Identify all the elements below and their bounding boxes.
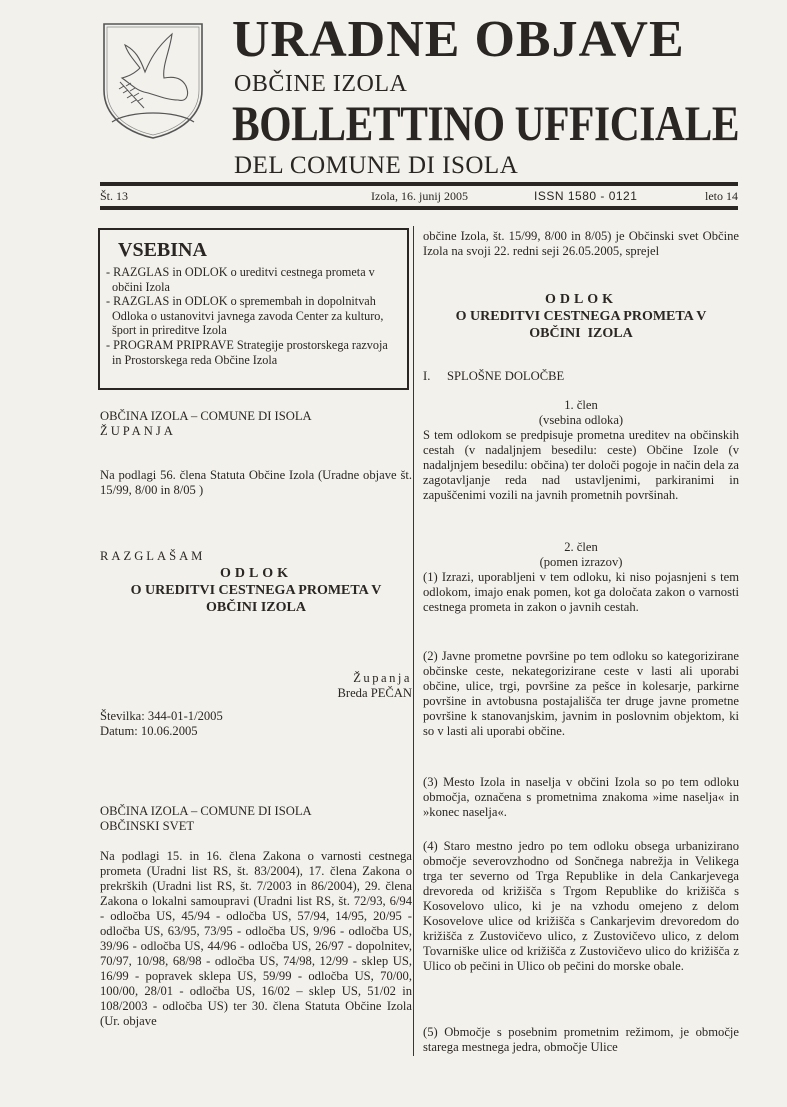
article-number: 1. člen bbox=[564, 398, 598, 412]
paragraph-1: (1) Izrazi, uporabljeni v tem odloku, ki niso pojasnjeni s tem odlokom, imajo enak pomen, kot ga določata zakon o varnosti cestnega prometa in zakon o javnih cestah. bbox=[423, 570, 739, 614]
chapter-number: I. bbox=[423, 369, 431, 383]
signature-name: Breda PEČAN bbox=[337, 686, 412, 700]
decree-line-2: OBČINI IZOLA bbox=[206, 600, 306, 615]
decree-word: ODLOK bbox=[219, 566, 293, 581]
legal-basis-1: Na podlagi 56. člena Statuta Občine Izola (Uradne objave št. 15/99, 8/00 in 8/05 ) bbox=[100, 468, 412, 497]
issue-number: Št. 13 bbox=[100, 189, 129, 203]
toc-title: VSEBINA bbox=[118, 239, 207, 261]
year-volume: leto 14 bbox=[705, 189, 738, 203]
issn: ISSN 1580 - 0121 bbox=[534, 189, 638, 203]
article-number: 2. člen bbox=[564, 540, 598, 554]
toc-item[interactable]: - PROGRAM PRIPRAVE Strategije prostorskega razvoja bbox=[106, 337, 388, 352]
decree-line-1: O UREDITVI CESTNEGA PROMETA V bbox=[130, 583, 382, 598]
table-of-contents bbox=[98, 228, 409, 390]
proclaim-heading: RAZGLAŠAM bbox=[100, 549, 206, 563]
title-italian: BOLLETTINO UFFICIALE bbox=[232, 95, 740, 151]
chapter-title: SPLOŠNE DOLOČBE bbox=[447, 369, 565, 383]
place-date: Izola, 16. junij 2005 bbox=[371, 189, 468, 203]
decree-title-left bbox=[100, 565, 412, 616]
org-name: OBČINA IZOLA – COMUNE DI ISOLA bbox=[100, 804, 312, 818]
toc-item[interactable]: šport in prireditve Izola bbox=[112, 323, 227, 338]
decree-line-2: OBČINI IZOLA bbox=[529, 326, 633, 341]
signature-role: Županja bbox=[353, 671, 412, 685]
subtitle-italian: DEL COMUNE DI ISOLA bbox=[234, 152, 519, 179]
decree-title-right bbox=[423, 291, 739, 342]
reference-block bbox=[100, 709, 412, 739]
org-heading-1 bbox=[100, 409, 412, 439]
reference-number: Številka: 344-01-1/2005 bbox=[100, 709, 223, 723]
reference-date: Datum: 10.06.2005 bbox=[100, 724, 198, 738]
article-2 bbox=[423, 540, 739, 615]
chapter-heading bbox=[423, 369, 739, 384]
masthead bbox=[0, 0, 787, 215]
signature-block bbox=[100, 671, 412, 701]
column-divider bbox=[413, 226, 414, 1056]
article-text: S tem odlokom se predpisuje prometna ureditev na občinskih cestah (v nadaljnjem besedilu: ceste) Občine Izole (v nadaljnjem besedilu: občina) ter določi pogoje in način dela za zagotavljanje reda nad ustavljenimi, parkiranimi in zapuščenimi vozili na javnih prometnih površinah. bbox=[423, 428, 739, 502]
header-rule-top bbox=[100, 182, 738, 186]
decree-word: ODLOK bbox=[544, 292, 618, 307]
toc-item[interactable]: - RAZGLAS in ODLOK o ureditvi cestnega prometa v bbox=[106, 265, 375, 279]
toc-item[interactable]: občini Izola bbox=[112, 279, 170, 294]
dept-name: OBČINSKI SVET bbox=[100, 819, 195, 833]
org-heading-2 bbox=[100, 804, 412, 834]
paragraph-5: (5) Območje s posebnim prometnim režimom, je območje starega mestnega jedra, območje Ulice bbox=[423, 1025, 739, 1054]
legal-basis-continued: občine Izola, št. 15/99, 8/00 in 8/05) je Občinski svet Občine Izola na svoji 22. redni seji 26.05.2005, sprejel bbox=[423, 229, 739, 258]
article-1 bbox=[423, 398, 739, 503]
title-slovene: URADNE OBJAVE bbox=[232, 11, 685, 68]
paragraph-3: (3) Mesto Izola in naselja v občini Izola so po tem odloku območja, označena s prometnima znakoma »ime naselja« in »konec naselja«. bbox=[423, 775, 739, 819]
paragraph-4: (4) Staro mestno jedro po tem odloku obsega urbanizirano območje severovzhodno od Sončnega nabrežja in Velikega trga ter severno od Trga Republike in dela Cankarjevega drevoreda od križišča s Trgom Republike do križišča s Kosovelovo ulico, ki je na vzhodu omejeno z delom Kosovelove ulice od križišča s Cankarjevim drevoredom do križišča z Zustovičevo ulico, z Zustovičevo ulico, z delom Tovarniške ulice od križišča z Zustovičevo ulico do križišča z Ulico ob pečini in Ulico ob pečini do morske obale. bbox=[423, 839, 739, 973]
paragraph-2: (2) Javne prometne površine po tem odloku so kategorizirane občinske ceste, nekategorizirane ceste v lasti ali uporabi občine, ulice, trgi, površine za pešce in kolesarje, parkirne površine in avtobusna postajališča ter druge javne prometne površine k stanovanjskim, javnim in poslovnim objektom, ki so v lasti ali uporabi občine. bbox=[423, 649, 739, 738]
decree-line-1: O UREDITVI CESTNEGA PROMETA V bbox=[455, 309, 707, 324]
article-title: (vsebina odloka) bbox=[538, 413, 624, 427]
toc-item[interactable]: Odloka o ustanovitvi javnega zavoda Center za kulturo, bbox=[112, 308, 384, 323]
dove-crest-icon bbox=[100, 20, 206, 140]
legal-basis-2: Na podlagi 15. in 16. člena Zakona o varnosti cestnega prometa (Uradni list RS, št. 83/2004), 17. člena Zakona o prekrških (Uradni list RS, št. 7/2003 in 86/2004), 29. člena Zakona o lokalni samoupravi (Uradni list RS, št. 72/93, 6/94 - odločba US, 45/94 - odločba US, 57/94, 14/95, 20/95 - odločba US, 63/95, 73/95 - odločba US, 9/96 - odločba US, 39/96 - odločba US, 44/96 - odločba US, 26/97 - dopolnitev, 70/97, 10/98, 68/98 - odločba US, 74/98, 12/99 - sklep US, 16/99 - popravek sklepa US, 59/99 - odločba US, 70/00, 100/00, 28/01 - odločba US, 16/02 – sklep US, 51/02 in 108/2003 - odločba US) ter 30. člena Statuta Občine Izola (Ur. objave bbox=[100, 849, 412, 1028]
toc-item[interactable]: - RAZGLAS in ODLOK o spremembah in dopolnitvah bbox=[106, 294, 376, 309]
toc-item[interactable]: in Prostorskega reda Občine Izola bbox=[112, 352, 278, 367]
dept-name: ŽUPANJA bbox=[100, 424, 176, 438]
subtitle-slovene: OBČINE IZOLA bbox=[234, 71, 408, 97]
article-title: (pomen izrazov) bbox=[539, 555, 623, 569]
header-rule-bottom bbox=[100, 206, 738, 210]
org-name: OBČINA IZOLA – COMUNE DI ISOLA bbox=[100, 409, 312, 423]
